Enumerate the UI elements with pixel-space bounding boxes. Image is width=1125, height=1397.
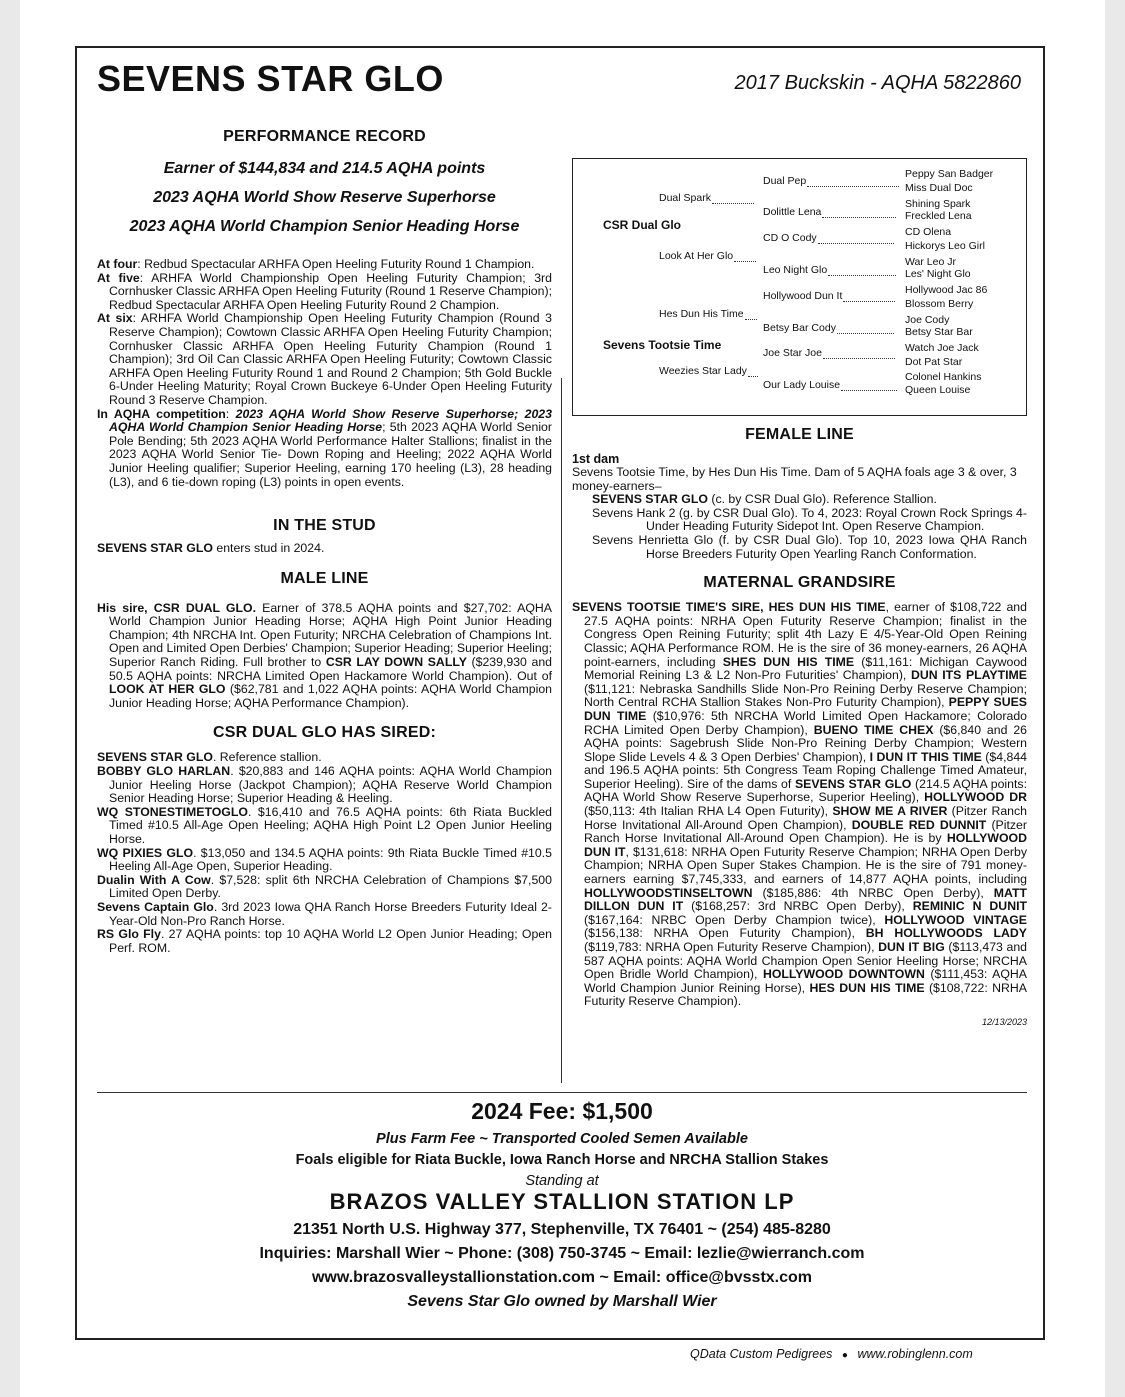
pedigree-gen3: CD O Cody bbox=[763, 232, 894, 244]
highlight-world-champion: 2023 AQHA World Champion Senior Heading Horse bbox=[129, 218, 520, 235]
pedigree-gen3: Dual Pep bbox=[763, 175, 899, 187]
document-page bbox=[20, 0, 1105, 1397]
stud-text bbox=[97, 542, 552, 556]
sired-item: Dualin With A Cow. $7,528: split 6th NRCHA Celebration of Champions $7,500 Limited Open Derby. bbox=[97, 872, 552, 901]
standing-at: Standing at bbox=[525, 1173, 599, 1189]
pedigree-gen4: Miss Dual Doc bbox=[905, 182, 973, 194]
horse-name-ref: I DUN IT THIS TIME bbox=[869, 749, 982, 764]
pedigree-gen3: Betsy Bar Cody bbox=[763, 322, 894, 334]
sired-item: WQ PIXIES GLO. $13,050 and 134.5 AQHA points: 9th Riata Buckle Timed #10.5 Heeling All-Age Open, Superior Heading. bbox=[97, 845, 552, 874]
pedigree-gen2: Weezies Star Lady bbox=[659, 365, 758, 377]
pedigree-gen4: CD Olena bbox=[905, 226, 952, 238]
highlight-earnings: Earner of $144,834 and 214.5 AQHA points bbox=[163, 160, 486, 177]
male-line-text: His sire, CSR DUAL GLO. Earner of 378.5 AQHA points and $27,702: AQHA World Champion Junior Heading Horse; AQHA High Point Junior Heading Champion; 4th NRCHA Int. Open Futurity; NRCHA Celebration of Champions Int. Open and Limited Open Derbies' Champion; Superior Heading; Superior Heeling; Superior Ranch Riding. Full brother to CSR LAY DOWN SALLY ($239,930 and 50.5 AQHA points: NRCHA Limited Open Hackamore World Champion). Out of LOOK AT HER GLO ($62,781 and 1,022 AQHA points: AQHA World Champion Junior Heading Horse; AQHA Performance Champion). bbox=[97, 600, 552, 710]
horse-name-ref: DUN IT BIG bbox=[878, 940, 945, 954]
foal-item: Sevens Henrietta Glo (f. by CSR Dual Glo). Top 10, 2023 Iowa QHA Ranch Horse Breeders Futurity Open Yearling Ranch Conformation. bbox=[592, 532, 1027, 561]
horse-name-ref: PEPPY SUES DUN TIME bbox=[584, 695, 1027, 723]
grandsire-segment: ($108,722: NRHA Futurity Reserve Champion). bbox=[584, 980, 1027, 1009]
pedigree-gen4: Blossom Berry bbox=[905, 298, 974, 310]
pedigree-gen4: War Leo Jr bbox=[905, 256, 956, 268]
horse-name-ref: BH HOLLYWOODS LADY bbox=[865, 926, 1027, 941]
pedigree-gen4: Freckled Lena bbox=[905, 210, 972, 222]
entry-emphasis: 2023 AQHA World Show Reserve Superhorse; 2023 AQHA World Champion Senior Heading Horse bbox=[109, 406, 552, 435]
station-name: BRAZOS VALLEY STALLION STATION LP bbox=[329, 1189, 795, 1214]
pedigree-gen2: Hes Dun His Time bbox=[659, 308, 757, 320]
grandsire-heading: MATERNAL GRANDSIRE bbox=[703, 574, 896, 592]
entry-text: ; 5th 2023 AQHA World Senior Pole Bending; 5th 2023 AQHA World Performance Halter Stallions; finalist in the 2023 AQHA World Senior Tie- Down Roping and Heeling; 2022 AQHA World Junior Heeling qualifier; Superior Heeling, earning 170 heeling (L3), 28 heading (L3), and 6 tie-down roping (L3) points in open events. bbox=[109, 420, 552, 489]
pedigree-gen4: Les' Night Glo bbox=[905, 268, 971, 280]
pedigree-gen3: Our Lady Louise bbox=[763, 379, 897, 391]
horse-name-ref: HOLLYWOOD DUN IT bbox=[584, 831, 1027, 859]
female-line-heading: FEMALE LINE bbox=[745, 426, 854, 443]
sired-item: RS Glo Fly. 27 AQHA points: top 10 AQHA World L2 Open Junior Heading; Open Perf. ROM. bbox=[97, 927, 552, 955]
horse-name-ref: REMINIC N DUNIT bbox=[912, 899, 1027, 914]
station-address: 21351 North U.S. Highway 377, Stephenville, TX 76401 ~ (254) 485-8280 bbox=[293, 1221, 831, 1238]
footer bbox=[77, 1098, 1047, 1311]
entry-at-five bbox=[97, 272, 552, 313]
female-line-section bbox=[572, 426, 1027, 1030]
credit-line bbox=[690, 1347, 973, 1361]
grandsire-segment: ($50,113: 4th Italian RHA L4 Open Futurity), bbox=[584, 804, 833, 819]
pedigree-gen4: Hollywood Jac 86 bbox=[905, 284, 988, 296]
eligibility-line: Foals eligible for Riata Buckle, Iowa Ranch Horse and NRCHA Stallion Stakes bbox=[295, 1152, 829, 1168]
pedigree-gen4: Watch Joe Jack bbox=[905, 342, 979, 354]
grandsire-segment: (Pitzer Ranch Horse Invitational All-Around Open Champion). He is by bbox=[584, 817, 1027, 846]
grandsire-segment: ($168,257: 3rd NRBC Open Derby), bbox=[683, 899, 913, 914]
horse-name-ref: SEVENS TOOTSIE TIME'S SIRE, HES DUN HIS TIME bbox=[572, 600, 886, 615]
pedigree-gen4: Shining Spark bbox=[905, 198, 971, 210]
horse-name-ref: HOLLYWOODSTINSELTOWN bbox=[584, 885, 753, 900]
pedigree-gen3: Joe Star Joe bbox=[763, 347, 895, 359]
horse-name-ref: DUN ITS PLAYTIME bbox=[910, 668, 1027, 683]
pedigree-gen4: Betsy Star Bar bbox=[905, 326, 973, 338]
date-text: 12/13/2023 bbox=[981, 1016, 1027, 1027]
horse-name-ref: MATT DILLON DUN IT bbox=[584, 885, 1027, 914]
bullet-icon: ● bbox=[841, 1350, 848, 1361]
foal-item: SEVENS STAR GLO (c. by CSR Dual Glo). Reference Stallion. bbox=[592, 492, 937, 507]
performance-entries bbox=[97, 258, 552, 489]
sired-item: Sevens Captain Glo. 3rd 2023 Iowa QHA Ranch Horse Breeders Futurity Ideal 2-Year-Old Non-Pro Ranch Horse. bbox=[97, 899, 552, 928]
footer-divider bbox=[97, 1092, 1027, 1093]
credit-url[interactable]: www.robinglenn.com bbox=[857, 1347, 973, 1361]
stud-fee: 2024 Fee: $1,500 bbox=[471, 1098, 653, 1124]
sired-heading: CSR DUAL GLO HAS SIRED: bbox=[213, 724, 436, 742]
grandsire-text bbox=[572, 601, 1027, 1009]
entry-text: : ARHFA World Championship Open Heeling Futurity Champion; 3rd Cornhusker Classic ARHFA Open Heeling Futurity (Round 1 Reserve Champion); Redbud Spectacular ARHFA Open Heeling Futurity Round 2 Champion. bbox=[109, 270, 552, 312]
pedigree-gen4: Peppy San Badger bbox=[905, 168, 994, 180]
entry-text: : Redbud Spectacular ARHFA Open Heeling Futurity Round 1 Champion. bbox=[137, 257, 535, 271]
entry-label: At six bbox=[97, 311, 133, 326]
inquiries-line: Inquiries: Marshall Wier ~ Phone: (308) 750-3745 ~ Email: lezlie@wierranch.com bbox=[259, 1245, 865, 1262]
first-dam-text: Sevens Tootsie Time, by Hes Dun His Time. Dam of 5 AQHA foals age 3 & over, 3 money-earners– bbox=[572, 465, 1017, 493]
sibling-name: CSR LAY DOWN SALLY bbox=[325, 655, 467, 670]
sire-label: His sire, CSR DUAL GLO. bbox=[97, 600, 256, 615]
grandsire-segment: ($10,976: 5th NRCHA World Limited Open Hackamore; Colorado RCHA Limited Open Derby Champion), bbox=[584, 708, 1027, 737]
pedigree-gen3: Leo Night Glo bbox=[763, 264, 896, 276]
stud-desc: enters stud in 2024. bbox=[212, 541, 325, 556]
sired-item: BOBBY GLO HARLAN. $20,883 and 146 AQHA points: AQHA World Champion Junior Heeling Horse (Jackpot Champion); AQHA Reserve World Champion Senior Heading Horse; Superior Heading & Heeling. bbox=[97, 764, 552, 806]
grandsire-segment: ($156,138: NRHA Open Futurity Champion), bbox=[584, 926, 866, 941]
first-dam-label: 1st dam bbox=[572, 452, 620, 466]
column-divider bbox=[561, 378, 562, 1083]
horse-name-ref: DOUBLE RED DUNNIT bbox=[851, 817, 987, 832]
entry-label: In AQHA competition bbox=[97, 406, 226, 421]
report-date bbox=[572, 1012, 1027, 1030]
performance-highlights bbox=[97, 160, 552, 236]
horse-name-ref: HOLLYWOOD DOWNTOWN bbox=[762, 967, 925, 982]
left-column bbox=[97, 124, 552, 955]
pedigree-gen4: Joe Cody bbox=[905, 314, 950, 326]
horse-name-ref: SHOW ME A RIVER bbox=[832, 804, 948, 819]
horse-name-ref: HES DUN HIS TIME bbox=[809, 980, 925, 995]
horse-name-ref: HOLLYWOOD DR bbox=[924, 790, 1027, 805]
pedigree-gen4: Hickorys Leo Girl bbox=[905, 240, 985, 252]
entry-label: At four bbox=[97, 257, 138, 271]
pedigree-gen2: Dual Spark bbox=[659, 192, 754, 204]
male-line-heading: MALE LINE bbox=[280, 569, 369, 587]
credit-text: QData Custom Pedigrees bbox=[690, 1347, 833, 1361]
grandsire-segment: ($11,121: Nebraska Sandhills Slide Non-Pro Reining Derby Reserve Champion; North Central RCHA Stallion Stakes Non-Pro Futurity Champion), bbox=[584, 681, 1027, 710]
pedigree-dam: Sevens Tootsie Time bbox=[603, 338, 722, 352]
farm-fee-line: Plus Farm Fee ~ Transported Cooled Semen Available bbox=[376, 1131, 748, 1147]
grandsire-segment: ($111,453: AQHA World Champion Junior Reining Horse), bbox=[584, 967, 1027, 995]
horse-name-ref: HOLLYWOOD VINTAGE bbox=[884, 912, 1027, 927]
grandsire-segment: ($113,473 and 587 AQHA points: AQHA World Champion Open Senior Heeling Horse; NRCHA Open Bridle World Champion), bbox=[584, 940, 1028, 982]
pedigree-gen3: Dolittle Lena bbox=[763, 206, 896, 218]
grandsire-segment: ($11,161: Michigan Caywood Memorial Reining L3 & L2 Non-Pro Futurities' Champion), bbox=[584, 654, 1028, 683]
horse-name-ref: SHES DUN HIS TIME bbox=[722, 654, 855, 669]
ad-frame bbox=[75, 46, 1045, 1340]
grandsire-segment: ($6,840 and 26 AQHA points: Sagebrush Slide Non-Pro Reining Derby Champion; Western Slope Slide Levels 4 & 3 Open Derbies' Champion), bbox=[584, 722, 1028, 764]
entry-aqha bbox=[97, 408, 552, 490]
entry-text: : ARHFA World Championship Open Heeling Futurity Champion (Round 3 Reserve Champion); Cowtown Classic ARHFA Open Heeling Futurity Champion; Cornhusker Classic ARHFA Open Heeling Futurity Champion (Round 1 Champion); 3rd Oil Can Classic ARHFA Open Heeling Futurity; Cowtown Classic ARHFA Open Heeling Futurity Round 1 and Round 2 Champion; 5th Gold Buckle 6-Under Heeling Maturity; Royal Crown Buckeye 6-Under Open Heeling Futurity Round 3 Reserve Champion. bbox=[109, 311, 552, 407]
stud-heading: IN THE STUD bbox=[273, 517, 376, 535]
horse-name-ref: SEVENS STAR GLO bbox=[794, 776, 912, 791]
grandsire-segment: , $131,618: NRHA Open Futurity Reserve Champion; NRHA Open Derby Champion; NRHA Open Super Stakes Champion. He is the sire of 791 money-earners earning $7,745,333, and earners of 14,877 AQHA points, including bbox=[584, 844, 1027, 887]
sired-item: SEVENS STAR GLO. Reference stallion. bbox=[97, 750, 322, 765]
foal-item: Sevens Hank 2 (g. by CSR Dual Glo). To 4, 2023: Royal Crown Rock Springs 4-Under Heading Futurity Sidepot Int. Open Reserve Champion. bbox=[592, 505, 1027, 534]
grandsire-segment: ($185,886: 4th NRBC Open Derby), bbox=[752, 885, 994, 900]
horse-subtitle: 2017 Buckskin - AQHA 5822860 bbox=[734, 72, 1021, 94]
dam-foals-list bbox=[572, 493, 1027, 561]
pedigree-gen3: Hollywood Dun It bbox=[763, 290, 895, 302]
pedigree-gen4: Colonel Hankins bbox=[905, 371, 982, 383]
pedigree-gen4: Queen Louise bbox=[905, 384, 971, 396]
entry-at-six bbox=[97, 312, 552, 407]
grandsire-segment: ($4,844 and 196.5 AQHA points: 5th Congress Team Roping Challenge Timed Amateur, Superior Heeling). Sire of the dams of bbox=[584, 749, 1028, 791]
grandsire-segment: ($167,164: NRBC Open Derby Champion twice), bbox=[584, 912, 885, 927]
sired-list bbox=[97, 751, 552, 955]
granddam-name: LOOK AT HER GLO bbox=[109, 682, 226, 697]
entry-label: At five bbox=[97, 270, 140, 285]
pedigree-sire: CSR Dual Glo bbox=[603, 218, 682, 232]
grandsire-segment: ($119,783: NRHA Open Futurity Reserve Champion), bbox=[584, 940, 879, 954]
entry-text: : bbox=[225, 406, 236, 421]
horse-name-ref: BUENO TIME CHEX bbox=[813, 722, 934, 737]
owner-line: Sevens Star Glo owned by Marshall Wier bbox=[407, 1293, 717, 1310]
stud-name: SEVENS STAR GLO bbox=[97, 541, 213, 556]
highlight-superhorse: 2023 AQHA World Show Reserve Superhorse bbox=[153, 189, 496, 206]
entry-at-four bbox=[97, 258, 552, 272]
sired-item: WQ STONESTIMETOGLO. $16,410 and 76.5 AQHA points: 6th Riata Buckled Timed #10.5 All-Age Open Heeling; AQHA High Point L2 Open Junior Heeling Horse. bbox=[97, 804, 553, 846]
grandsire-segment: (214.5 AQHA points: AQHA World Show Reserve Superhorse, Superior Heeling), bbox=[584, 776, 1027, 805]
website-line[interactable]: www.brazosvalleystallionstation.com ~ Email: office@bvsstx.com bbox=[311, 1269, 813, 1286]
grandsire-segment: (Pitzer Ranch Horse Invitational All-Around Open Champion), bbox=[584, 804, 1027, 832]
horse-name: SEVENS STAR GLO bbox=[97, 58, 444, 99]
grandsire-segment: , earner of $108,722 and 27.5 AQHA points: NRHA Open Futurity Reserve Champion; finalist in the Congress Open Reining Futurity; split 4th Lazy E 4/5-Year-Old Open Reining Classic; AQHA Performance ROM. He is the sire of 36 money-earners, 26 AQHA point-earners, including bbox=[584, 600, 1027, 669]
pedigree-gen2: Look At Her Glo bbox=[659, 250, 756, 262]
pedigree-gen4: Dot Pat Star bbox=[905, 356, 963, 368]
performance-heading: PERFORMANCE RECORD bbox=[223, 128, 426, 145]
pedigree-chart bbox=[572, 158, 1027, 416]
